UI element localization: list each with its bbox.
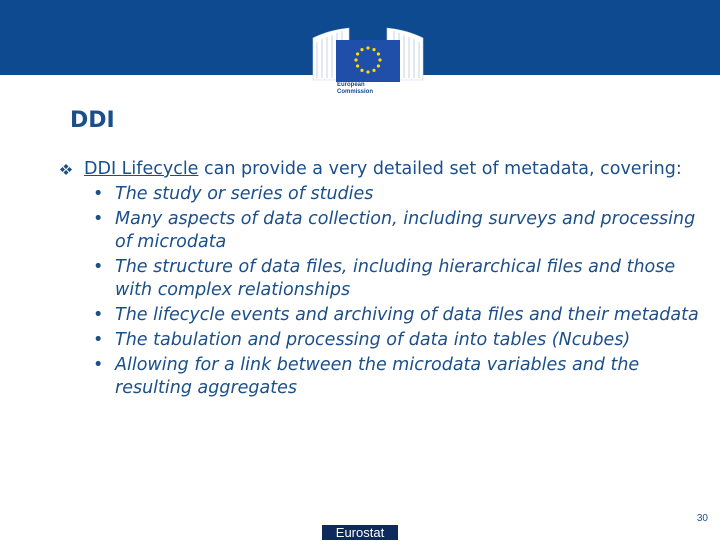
list-item bbox=[88, 208, 708, 254]
list-item bbox=[88, 256, 708, 302]
lead-text: can provide a very detailed set of metadata, covering: bbox=[198, 159, 682, 179]
list-item-text: The lifecycle events and archiving of data files and their metadata bbox=[115, 305, 699, 325]
logo-caption-line2: Commission bbox=[337, 89, 374, 95]
list-item bbox=[88, 304, 708, 327]
bullet-dot-icon: • bbox=[93, 209, 104, 229]
list-item-text: Many aspects of data collection, including surveys and processing of microdata bbox=[115, 209, 696, 252]
bullet-dot-icon: • bbox=[93, 305, 104, 325]
logo-caption-line1: European bbox=[337, 82, 365, 88]
logo-caption bbox=[337, 82, 397, 96]
footer-label: Eurostat bbox=[322, 525, 398, 540]
bullet-dot-icon: • bbox=[93, 184, 104, 204]
slide-title: DDI bbox=[70, 108, 115, 133]
ddi-lifecycle-link[interactable]: DDI Lifecycle bbox=[84, 159, 199, 179]
bullet-dot-icon: • bbox=[93, 330, 104, 350]
list-item-text: The tabulation and processing of data into tables (Ncubes) bbox=[115, 330, 631, 350]
sub-bullet-list bbox=[58, 183, 708, 400]
list-item bbox=[88, 354, 708, 400]
list-item-text: Allowing for a link between the microdata variables and the resulting aggregates bbox=[115, 355, 640, 398]
bullet-dot-icon: • bbox=[93, 355, 104, 375]
slide-body bbox=[58, 158, 708, 402]
diamond-bullet-icon bbox=[58, 158, 74, 181]
lead-bullet bbox=[58, 158, 708, 181]
list-item-text: The structure of data files, including hierarchical files and those with complex relationships bbox=[115, 257, 676, 300]
list-item-text: The study or series of studies bbox=[115, 184, 374, 204]
bullet-dot-icon: • bbox=[93, 257, 104, 277]
list-item bbox=[88, 329, 708, 352]
page-number: 30 bbox=[696, 513, 708, 524]
eu-flag bbox=[336, 40, 400, 82]
list-item bbox=[88, 183, 708, 206]
